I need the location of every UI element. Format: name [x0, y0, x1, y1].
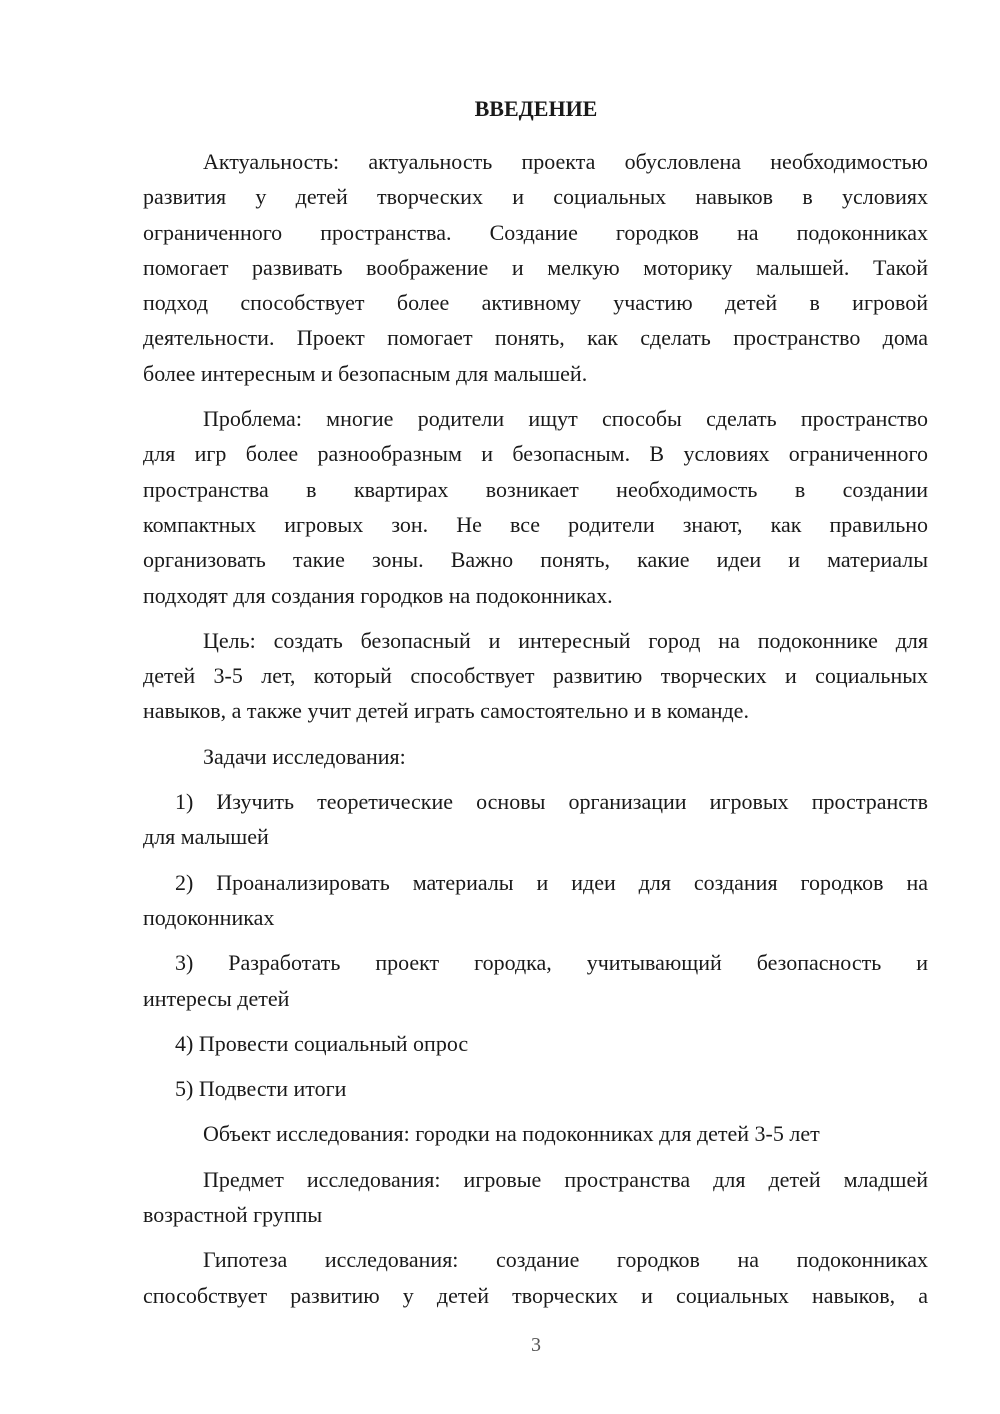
- paragraph: [143, 144, 928, 391]
- paragraph: [143, 1026, 928, 1061]
- text-line: детей 3-5 лет, который способствует развитию творческих и социальных: [143, 663, 928, 689]
- document-body: [143, 144, 928, 1323]
- text-line: навыков, а также учит детей играть самостоятельно и в команде.: [143, 698, 749, 724]
- text-line: развития у детей творческих и социальных навыков в условиях: [143, 184, 928, 210]
- text-line: 3) Разработать проект городка, учитывающий безопасность и: [175, 950, 928, 976]
- paragraph: [143, 1116, 928, 1151]
- text-line: Цель: создать безопасный и интересный город на подоконнике для: [203, 627, 928, 653]
- text-line: Гипотеза исследования: создание городков на подоконниках: [203, 1247, 928, 1273]
- text-line: 1) Изучить теоретические основы организации игровых пространств: [175, 789, 928, 815]
- text-line: подходят для создания городков на подоконниках.: [143, 582, 613, 608]
- text-line: 5) Подвести итоги: [175, 1076, 347, 1102]
- text-line: 4) Провести социальный опрос: [175, 1030, 469, 1056]
- text-line: интересы детей: [143, 985, 290, 1011]
- text-line: для малышей: [143, 824, 269, 850]
- text-line: 2) Проанализировать материалы и идеи для создания городков на: [175, 869, 928, 895]
- text-line: пространства в квартирах возникает необходимость в создании: [143, 476, 928, 502]
- text-line: Задачи исследования:: [203, 743, 406, 769]
- paragraph: [143, 623, 928, 729]
- text-line: возрастной группы: [143, 1202, 323, 1228]
- paragraph: [143, 1242, 928, 1313]
- text-line: способствует развитию у детей творческих и социальных навыков, а: [143, 1282, 928, 1308]
- text-line: компактных игровых зон. Не все родители знают, как правильно: [143, 511, 928, 537]
- text-line: деятельности. Проект помогает понять, как сделать пространство дома: [143, 325, 928, 351]
- text-line: для игр более разнообразным и безопасным. В условиях ограниченного: [143, 441, 928, 467]
- paragraph: [143, 865, 928, 936]
- text-line: более интересным и безопасным для малышей.: [143, 360, 588, 386]
- paragraph: [143, 945, 928, 1016]
- paragraph: [143, 1162, 928, 1233]
- text-line: Предмет исследования: игровые пространства для детей младшей: [203, 1166, 928, 1192]
- text-line: Объект исследования: городки на подоконниках для детей 3-5 лет: [203, 1121, 820, 1147]
- text-line: подход способствует более активному участию детей в игровой: [143, 290, 928, 316]
- paragraph: [143, 401, 928, 613]
- text-line: подоконниках: [143, 904, 275, 930]
- text-line: Проблема: многие родители ищут способы сделать пространство: [203, 406, 928, 432]
- page-number: 3: [531, 1334, 541, 1356]
- text-line: организовать такие зоны. Важно понять, какие идеи и материалы: [143, 547, 928, 573]
- paragraph: [143, 739, 928, 774]
- text-line: Актуальность: актуальность проекта обусловлена необходимостью: [203, 149, 928, 174]
- page-title: ВВЕДЕНИЕ: [474, 96, 598, 121]
- text-line: ограниченного пространства. Создание городков на подоконниках: [143, 219, 928, 245]
- text-line: помогает развивать воображение и мелкую моторику малышей. Такой: [143, 254, 928, 280]
- paragraph: [143, 784, 928, 855]
- paragraph: [143, 1071, 928, 1106]
